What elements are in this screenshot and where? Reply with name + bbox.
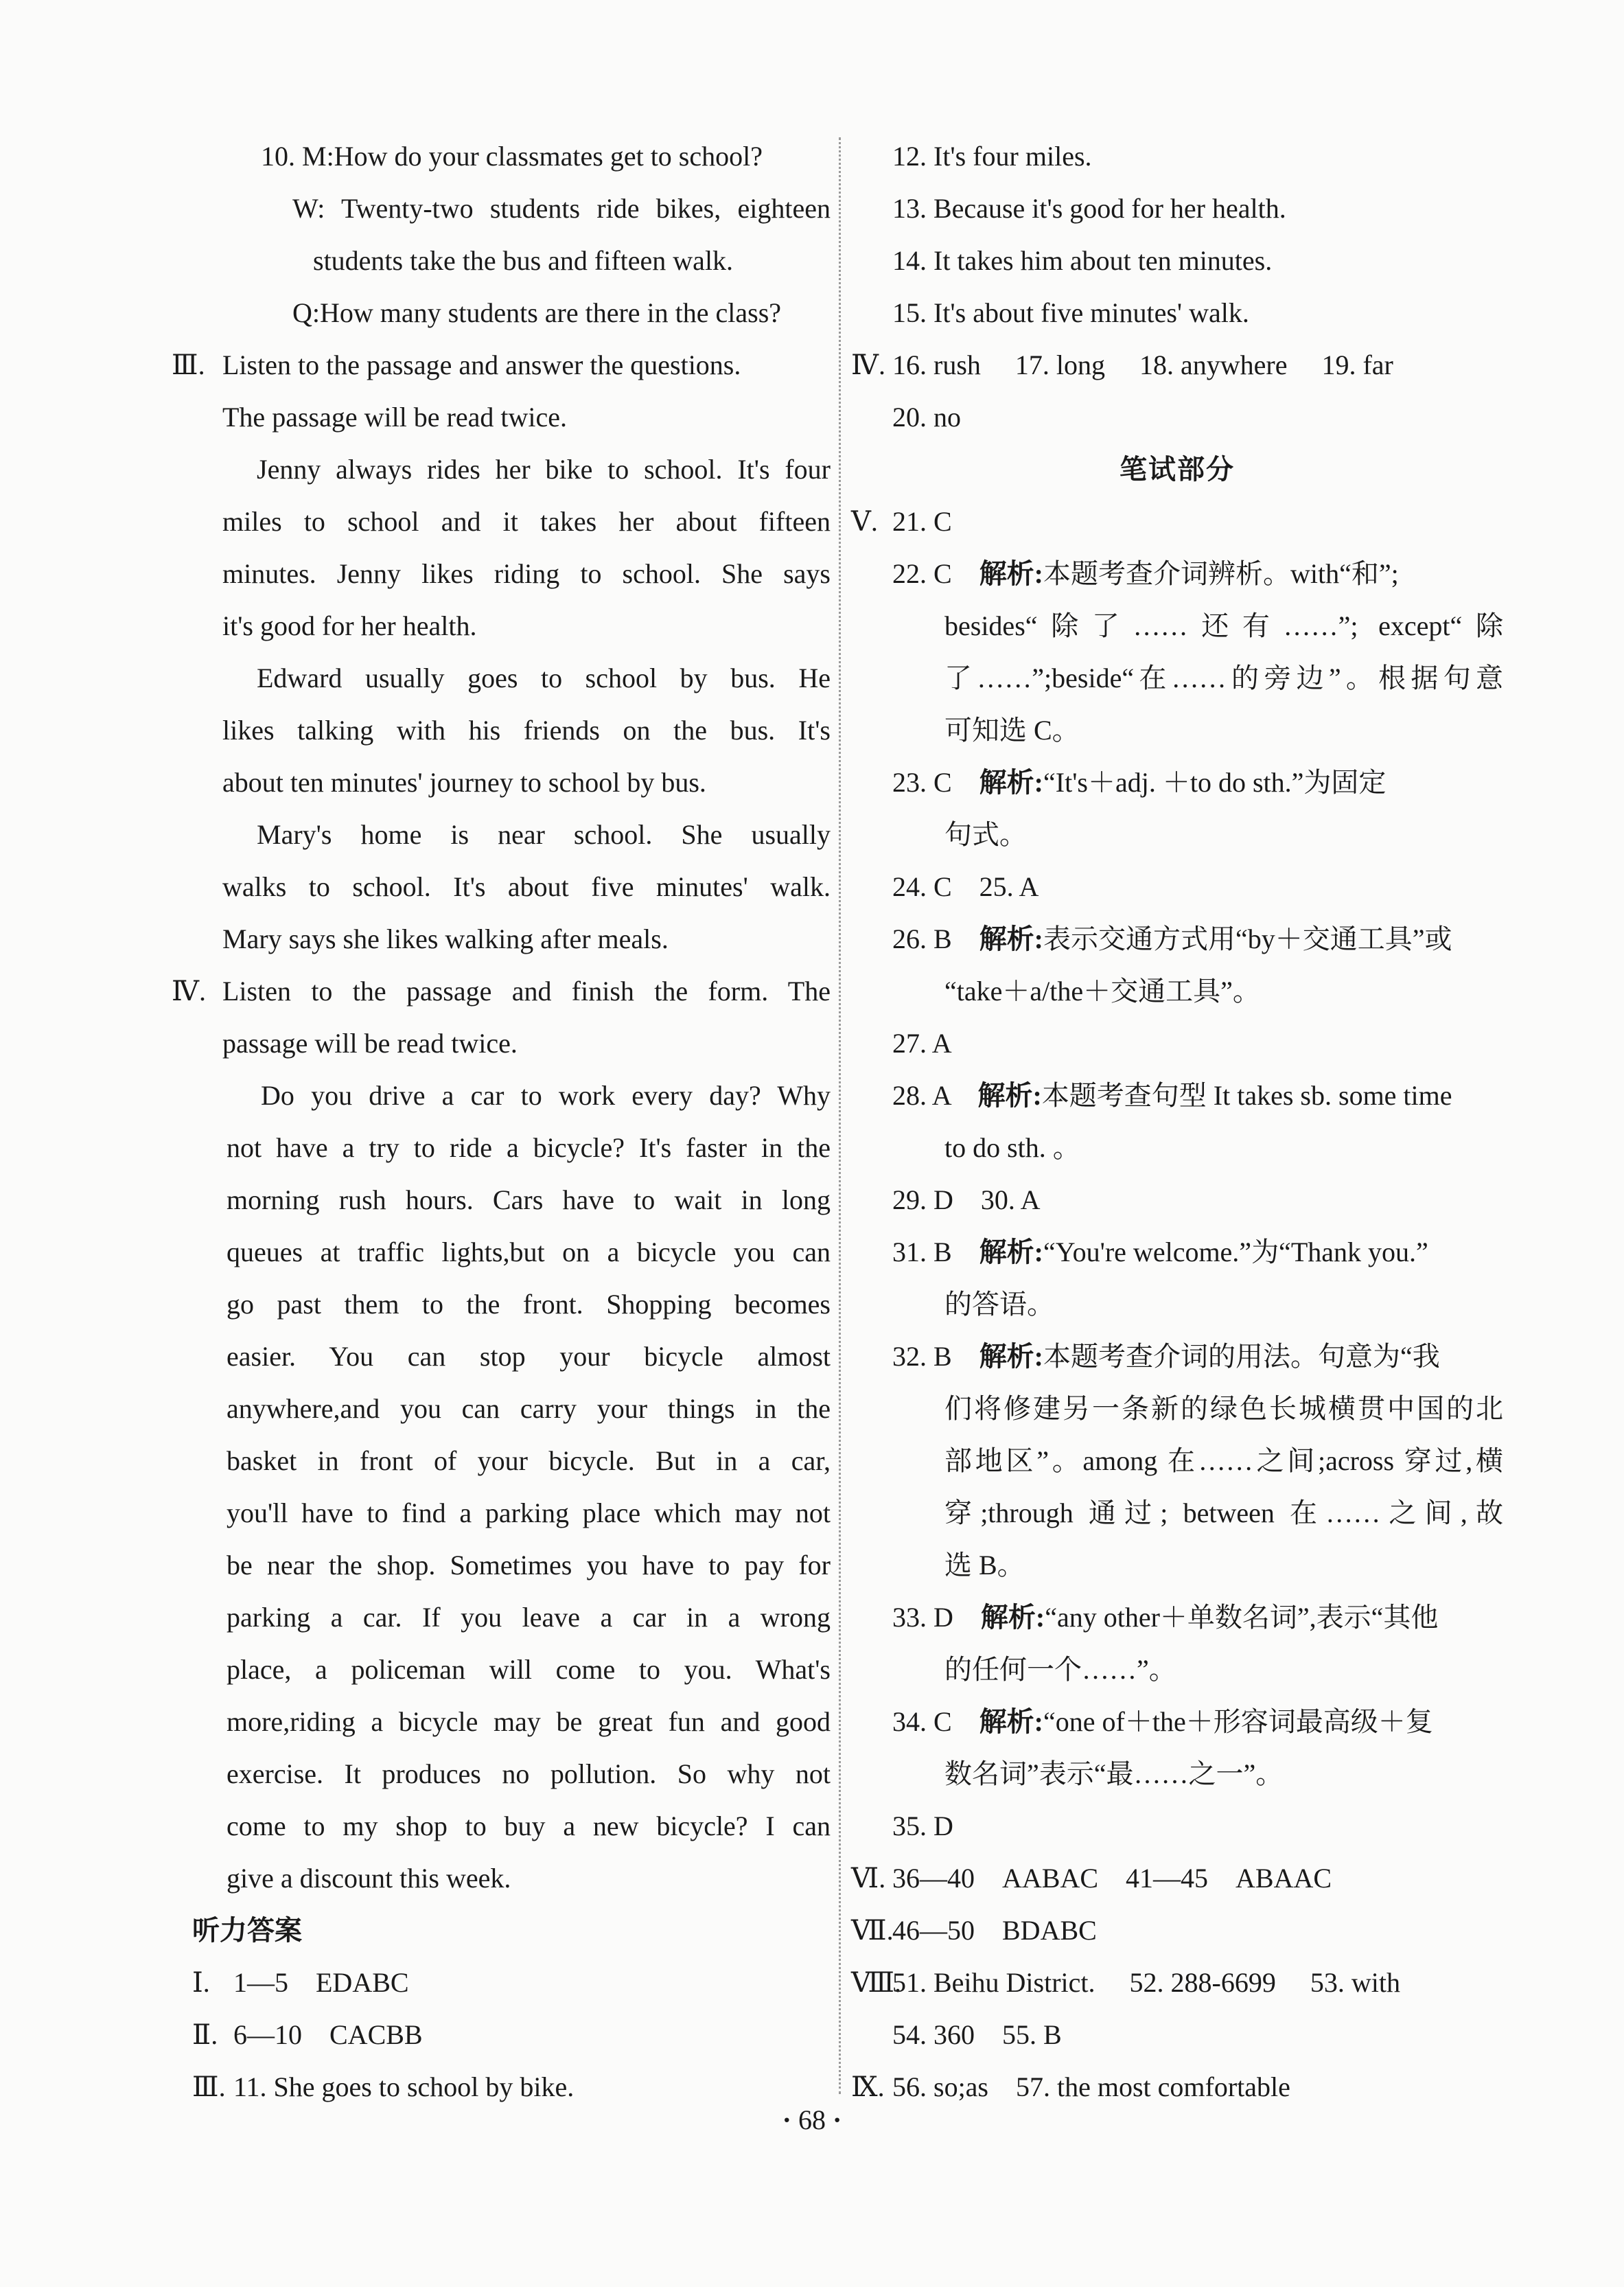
analysis-label: 解析: xyxy=(979,1341,1044,1372)
section-number: Ⅷ. xyxy=(851,1967,902,1998)
analysis-label: 解析: xyxy=(979,923,1044,954)
analysis-label: 解析: xyxy=(979,767,1044,798)
answer-key: 32. B xyxy=(892,1341,952,1372)
passage-line: exercise. It produces no pollution. So why not xyxy=(227,1758,831,1789)
passage-line: be near the shop. Sometimes you have to pay for xyxy=(227,1550,831,1581)
analysis-label: 解析: xyxy=(979,1237,1044,1267)
analysis-line: 穿;through 通过; between 在……之间,故 xyxy=(944,1497,1503,1528)
written-section-title: 笔试部分 xyxy=(1120,454,1235,485)
passage-line: walks to school. It's about five minutes' walk. xyxy=(222,871,831,902)
answer-line: 24. C 25. A xyxy=(892,871,1039,902)
answer-line xyxy=(851,548,1503,600)
answer-line xyxy=(851,496,1503,548)
answer-line: 14. It takes him about ten minutes. xyxy=(892,245,1273,276)
answer-key: 28. A xyxy=(892,1080,951,1111)
page-number: · 68 · xyxy=(782,2104,842,2135)
answer-line: 27. A xyxy=(892,1028,952,1059)
instruction-line: Listen to the passage and finish the form. The xyxy=(222,976,831,1007)
analysis-text: 本题考查介词辨析。with“和”; xyxy=(1043,558,1399,589)
answer-text: 46—50 BDABC xyxy=(892,1915,1097,1946)
answer-text: 6—10 CACBB xyxy=(233,2019,423,2050)
answer-key: 31. B xyxy=(892,1237,952,1267)
analysis-label: 解析: xyxy=(977,1080,1042,1111)
passage-line: anywhere,and you can carry your things in the xyxy=(227,1393,831,1424)
analysis-line: to do sth. 。 xyxy=(944,1132,1080,1163)
passage-line: about ten minutes' journey to school by bus. xyxy=(222,767,706,798)
analysis-line: 部地区”。among 在……之间;across 穿过,横 xyxy=(944,1445,1503,1476)
answer-text: 16. rush 17. long 18. anywhere 19. far xyxy=(892,349,1393,380)
answer-line xyxy=(851,913,1503,965)
analysis-label: 解析: xyxy=(979,558,1044,589)
analysis-line: 选 B。 xyxy=(944,1550,1025,1581)
passage-line: not have a try to ride a bicycle? It's faster in the xyxy=(227,1132,831,1163)
answer-line: 20. no xyxy=(892,402,961,433)
passage-line: Edward usually goes to school by bus. He xyxy=(257,663,831,693)
answer-key: 22. C xyxy=(892,558,952,589)
answer-line xyxy=(851,1852,1503,1905)
analysis-line: 句式。 xyxy=(944,819,1027,850)
answer-text: 56. so;as 57. the most comfortable xyxy=(892,2071,1290,2102)
analysis-line: besides“除了……还有……”; except“除 xyxy=(944,610,1503,641)
answer-line xyxy=(172,1957,831,2009)
answer-line xyxy=(851,1591,1503,1644)
analysis-line: 的答语。 xyxy=(944,1289,1054,1320)
answer-line xyxy=(851,757,1503,809)
answer-line xyxy=(851,339,1503,391)
answer-key: 33. D xyxy=(892,1602,953,1633)
answer-key: 34. C xyxy=(892,1706,952,1737)
listening-answers-title: 听力答案 xyxy=(192,1915,302,1946)
answer-text: 21. C xyxy=(892,506,952,537)
answer-line xyxy=(851,1957,1503,2009)
passage-line: come to my shop to buy a new bicycle? I can xyxy=(227,1811,831,1841)
passage-line: easier. You can stop your bicycle almost xyxy=(227,1341,831,1372)
passage-line: more,riding a bicycle may be great fun and good xyxy=(227,1706,831,1737)
analysis-text: 本题考查句型 It takes sb. some time xyxy=(1041,1080,1452,1111)
instruction-line: Listen to the passage and answer the questions. xyxy=(222,349,741,380)
passage-line: queues at traffic lights,but on a bicycle you can xyxy=(227,1237,831,1267)
analysis-line: 们将修建另一条新的绿色长城横贯中国的北 xyxy=(944,1393,1503,1424)
section-number: Ⅴ. xyxy=(851,506,878,537)
answer-line: 54. 360 55. B xyxy=(892,2019,1062,2050)
analysis-label: 解析: xyxy=(980,1602,1045,1633)
answer-line xyxy=(851,1905,1503,1957)
answer-line xyxy=(851,1331,1503,1383)
passage-line: minutes. Jenny likes riding to school. She says xyxy=(222,558,831,589)
section-4-instructions xyxy=(172,965,831,1070)
dialog-line: students take the bus and fifteen walk. xyxy=(313,245,734,276)
dialog-line: 10. M:How do your classmates get to school? xyxy=(261,141,763,172)
answer-line xyxy=(851,1070,1503,1122)
answer-text: 51. Beihu District. 52. 288-6699 53. with xyxy=(892,1967,1400,1998)
passage-line: place, a policeman will come to you. What's xyxy=(227,1654,831,1685)
analysis-line: “take＋a/the＋交通工具”。 xyxy=(944,976,1260,1007)
section-4-passage xyxy=(172,1070,831,1905)
analysis-line: 了……”;beside“在……的旁边”。根据句意 xyxy=(944,663,1503,693)
analysis-line: 数名词”表示“最……之一”。 xyxy=(944,1758,1284,1789)
dialog-line: W: Twenty-two students ride bikes, eighteen xyxy=(292,193,831,224)
answer-line: 35. D xyxy=(892,1811,953,1841)
passage-line: you'll have to find a parking place which may not xyxy=(227,1497,831,1528)
passage-line: parking a car. If you leave a car in a wrong xyxy=(227,1602,831,1633)
page-number-value: 68 xyxy=(798,2104,826,2135)
analysis-text: “It's＋adj. ＋to do sth.”为固定 xyxy=(1043,767,1387,798)
answer-number: Ⅱ. xyxy=(192,2019,218,2050)
answer-number: Ⅲ. xyxy=(192,2071,226,2102)
passage-line: go past them to the front. Shopping becomes xyxy=(227,1289,831,1320)
section-number: Ⅵ. xyxy=(851,1863,886,1894)
section-3-passage xyxy=(172,444,831,965)
answer-key: 26. B xyxy=(892,923,952,954)
answer-text: 36—40 AABAC 41—45 ABAAC xyxy=(892,1863,1332,1894)
dialog-line: Q:How many students are there in the class? xyxy=(292,297,782,328)
answer-line: 12. It's four miles. xyxy=(892,141,1092,172)
analysis-label: 解析: xyxy=(979,1706,1044,1737)
passage-line: basket in front of your bicycle. But in a car, xyxy=(227,1445,831,1476)
passage-line: likes talking with his friends on the bus. It's xyxy=(222,715,831,746)
answer-line: 15. It's about five minutes' walk. xyxy=(892,297,1249,328)
section-number: Ⅸ. xyxy=(851,2071,885,2102)
instruction-line: The passage will be read twice. xyxy=(222,402,568,433)
passage-line: Do you drive a car to work every day? Why xyxy=(261,1080,831,1111)
right-column xyxy=(851,130,1503,2113)
analysis-text: 本题考查介词的用法。句意为“我 xyxy=(1043,1341,1440,1372)
left-column xyxy=(172,130,831,2113)
passage-line: Jenny always rides her bike to school. It's four xyxy=(257,454,831,485)
answer-line: 13. Because it's good for her health. xyxy=(892,193,1286,224)
answer-text: 1—5 EDABC xyxy=(233,1967,409,1998)
analysis-line: 的任何一个……”。 xyxy=(944,1654,1176,1685)
answer-number: Ⅰ. xyxy=(192,1967,210,1998)
passage-line: it's good for her health. xyxy=(222,610,477,641)
analysis-text: “any other＋单数名词”,表示“其他 xyxy=(1045,1602,1439,1633)
analysis-text: “one of＋the＋形容词最高级＋复 xyxy=(1043,1706,1433,1737)
analysis-line: 可知选 C。 xyxy=(944,715,1080,746)
answer-line xyxy=(172,2009,831,2061)
section-number: Ⅲ. xyxy=(172,349,205,380)
answer-line xyxy=(851,1696,1503,1748)
column-divider xyxy=(839,137,841,2094)
section-number: Ⅳ. xyxy=(172,976,206,1007)
analysis-text: 表示交通方式用“by＋交通工具”或 xyxy=(1043,923,1452,954)
answer-line xyxy=(851,1226,1503,1278)
instruction-line: passage will be read twice. xyxy=(222,1028,518,1059)
section-3-instructions xyxy=(172,339,831,444)
passage-line: miles to school and it takes her about fifteen xyxy=(222,506,831,537)
section-number: Ⅳ. xyxy=(851,349,885,380)
answer-text: 11. She goes to school by bike. xyxy=(233,2071,575,2102)
passage-line: give a discount this week. xyxy=(227,1863,511,1894)
passage-line: morning rush hours. Cars have to wait in long xyxy=(227,1184,831,1215)
passage-line: Mary's home is near school. She usually xyxy=(257,819,831,850)
answer-key: 23. C xyxy=(892,767,952,798)
passage-line: Mary says she likes walking after meals. xyxy=(222,923,669,954)
answer-line: 29. D 30. A xyxy=(892,1184,1041,1215)
section-number: Ⅶ. xyxy=(851,1915,894,1946)
analysis-text: “You're welcome.”为“Thank you.” xyxy=(1043,1237,1428,1267)
